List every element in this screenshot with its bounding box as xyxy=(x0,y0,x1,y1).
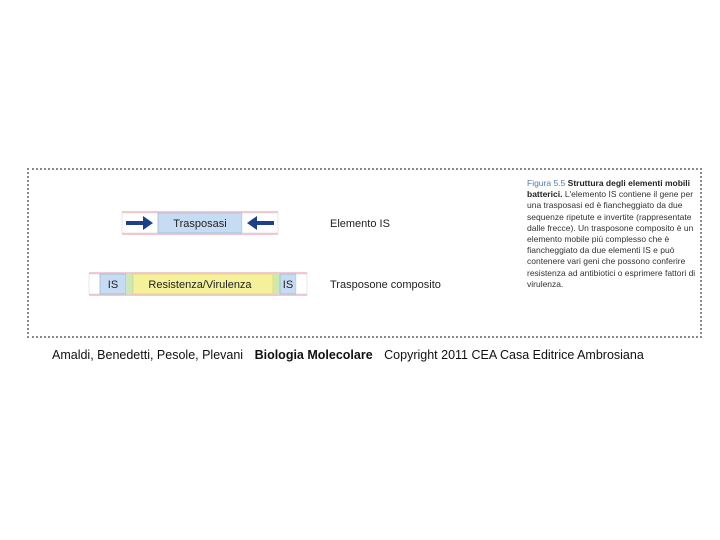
transposase-label: Trasposasi xyxy=(173,218,227,230)
composite-left-is-label: IS xyxy=(107,279,119,291)
book-credit xyxy=(52,348,644,362)
composite-transposon xyxy=(89,272,307,296)
composite-row-label: Trasposone composito xyxy=(330,279,441,291)
figure-caption-body: L'elemento IS contiene il gene per una trasposasi ed è fiancheggiato da due sequenze ripetute e invertite (rappresentate dalle frecce). Un trasposone composito è un elemento mobile più complesso che è fiancheggiato da due elementi IS e può contenere vari geni che possono conferire resistenza ad antibiotici o esprimere fattori di virulenza. xyxy=(527,189,696,289)
composite-left-cap xyxy=(89,274,100,294)
credit-book-title: Biologia Molecolare xyxy=(254,348,373,362)
credit-authors: Amaldi, Benedetti, Pesole, Plevani xyxy=(52,348,244,362)
is-element xyxy=(122,211,278,235)
credit-copyright: Copyright 2011 CEA Casa Editrice Ambrosiana xyxy=(384,348,644,362)
composite-gap-right xyxy=(273,274,280,294)
composite-gap-left xyxy=(126,274,133,294)
figure-title: Struttura degli elementi mobili batterici. xyxy=(527,178,690,200)
composite-right-cap xyxy=(296,274,307,294)
resistance-virulence-label: Resistenza/Virulenza xyxy=(148,279,252,291)
composite-right-is-label: IS xyxy=(282,279,294,291)
is-element-row-label: Elemento IS xyxy=(330,218,390,230)
figure-number: Figura 5.5 xyxy=(527,178,566,188)
figure-caption xyxy=(527,178,697,290)
